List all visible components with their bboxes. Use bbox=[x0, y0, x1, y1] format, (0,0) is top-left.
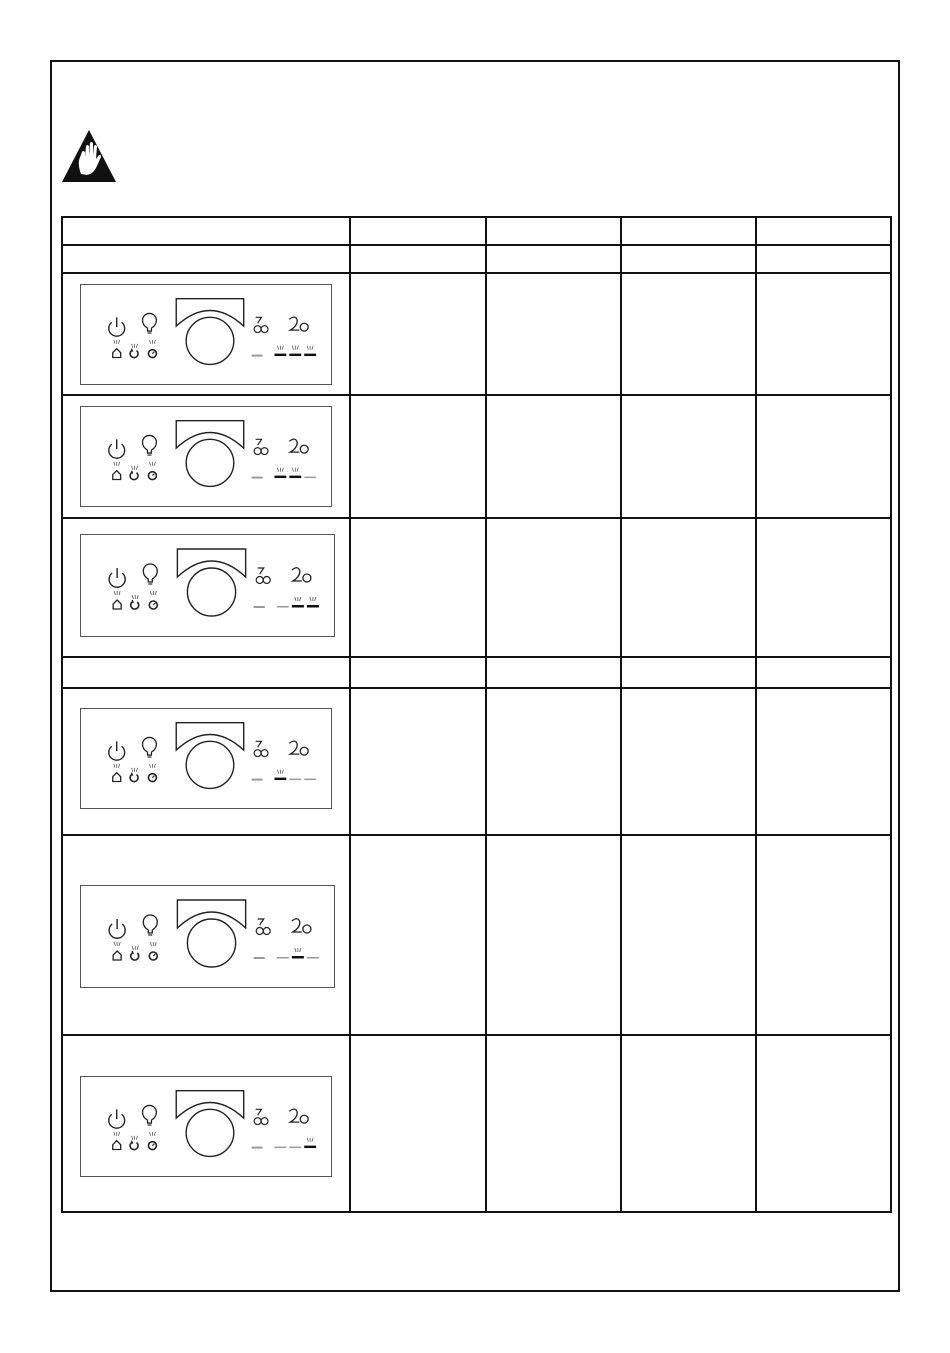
light-bulb-icon bbox=[143, 915, 157, 935]
control-knob bbox=[176, 1091, 243, 1157]
control-panel-illustration bbox=[80, 885, 335, 988]
power-icon bbox=[109, 439, 125, 458]
filter-status-segment bbox=[252, 1147, 263, 1149]
speed-segment bbox=[274, 1147, 286, 1148]
filter-status-segment bbox=[254, 606, 265, 608]
filter-status-segment bbox=[252, 355, 263, 357]
table-column-divider bbox=[755, 218, 757, 1211]
speed-segment bbox=[277, 606, 289, 608]
grease-filter-icon bbox=[254, 1109, 268, 1124]
reset-icon bbox=[130, 773, 138, 782]
speed-segment bbox=[289, 354, 301, 356]
control-knob bbox=[177, 900, 245, 967]
home-icon bbox=[113, 951, 121, 960]
speed-segment bbox=[304, 1146, 316, 1148]
reset-icon bbox=[131, 951, 139, 960]
table-row-divider bbox=[63, 1034, 890, 1036]
speed-segment bbox=[277, 957, 289, 959]
table-column-divider bbox=[349, 218, 351, 1211]
grease-filter-icon bbox=[254, 317, 268, 332]
control-panel-illustration bbox=[80, 1076, 332, 1177]
home-icon bbox=[113, 600, 121, 609]
speed-segment bbox=[307, 605, 319, 608]
odour-filter-icon bbox=[289, 741, 308, 755]
timer-icon bbox=[148, 1142, 156, 1150]
table-row-divider bbox=[63, 834, 890, 836]
control-panel-illustration bbox=[80, 406, 332, 507]
odour-filter-icon bbox=[292, 919, 311, 933]
reset-icon bbox=[130, 1141, 138, 1150]
power-icon bbox=[109, 741, 125, 760]
light-bulb-icon bbox=[143, 1105, 157, 1125]
power-icon bbox=[109, 919, 125, 938]
control-knob bbox=[176, 299, 243, 365]
filter-status-segment bbox=[252, 477, 263, 479]
timer-icon bbox=[148, 350, 156, 358]
reset-icon bbox=[130, 471, 138, 480]
table-row-divider bbox=[63, 656, 890, 658]
speed-segment bbox=[307, 957, 319, 959]
speed-segment bbox=[274, 476, 286, 478]
speed-segment bbox=[304, 354, 316, 356]
light-bulb-icon bbox=[143, 564, 157, 584]
home-icon bbox=[113, 773, 121, 782]
home-icon bbox=[113, 349, 121, 358]
filter-status-segment bbox=[252, 779, 263, 781]
speed-segment bbox=[274, 354, 286, 356]
timer-icon bbox=[148, 774, 156, 782]
reset-icon bbox=[130, 349, 138, 358]
odour-filter-icon bbox=[289, 1109, 308, 1123]
control-panel-illustration bbox=[80, 284, 332, 385]
hand-stop-warning-icon bbox=[61, 128, 117, 184]
speed-segment bbox=[292, 605, 304, 608]
table-row-divider bbox=[63, 272, 890, 274]
home-icon bbox=[113, 471, 121, 480]
control-knob bbox=[176, 723, 243, 789]
table-row-divider bbox=[63, 394, 890, 396]
table-column-divider bbox=[485, 218, 487, 1211]
speed-segment bbox=[289, 779, 301, 780]
timer-icon bbox=[149, 952, 157, 960]
control-knob bbox=[177, 549, 245, 616]
control-panel-illustration bbox=[80, 534, 335, 637]
grease-filter-icon bbox=[254, 439, 268, 454]
control-panel-illustration bbox=[80, 708, 332, 809]
table-column-divider bbox=[620, 218, 622, 1211]
speed-segment bbox=[304, 779, 316, 780]
speed-segment bbox=[292, 956, 304, 959]
grease-filter-icon bbox=[256, 568, 270, 584]
speed-segment bbox=[289, 1147, 301, 1148]
control-knob bbox=[176, 421, 243, 487]
status-table bbox=[61, 216, 892, 1213]
power-icon bbox=[109, 317, 125, 336]
table-row-divider bbox=[63, 517, 890, 519]
speed-segment bbox=[289, 476, 301, 478]
odour-filter-icon bbox=[289, 439, 308, 453]
grease-filter-icon bbox=[254, 741, 268, 756]
timer-icon bbox=[149, 601, 157, 609]
power-icon bbox=[109, 1109, 125, 1128]
timer-icon bbox=[148, 472, 156, 480]
table-row-divider bbox=[63, 687, 890, 689]
power-icon bbox=[109, 568, 125, 587]
home-icon bbox=[113, 1141, 121, 1150]
odour-filter-icon bbox=[292, 568, 311, 582]
odour-filter-icon bbox=[289, 317, 308, 331]
table-row-divider bbox=[63, 244, 890, 246]
reset-icon bbox=[131, 600, 139, 609]
filter-status-segment bbox=[254, 957, 265, 959]
speed-segment bbox=[304, 477, 316, 478]
light-bulb-icon bbox=[143, 737, 157, 757]
light-bulb-icon bbox=[143, 435, 157, 455]
grease-filter-icon bbox=[256, 919, 270, 935]
light-bulb-icon bbox=[143, 313, 157, 333]
speed-segment bbox=[274, 778, 286, 780]
